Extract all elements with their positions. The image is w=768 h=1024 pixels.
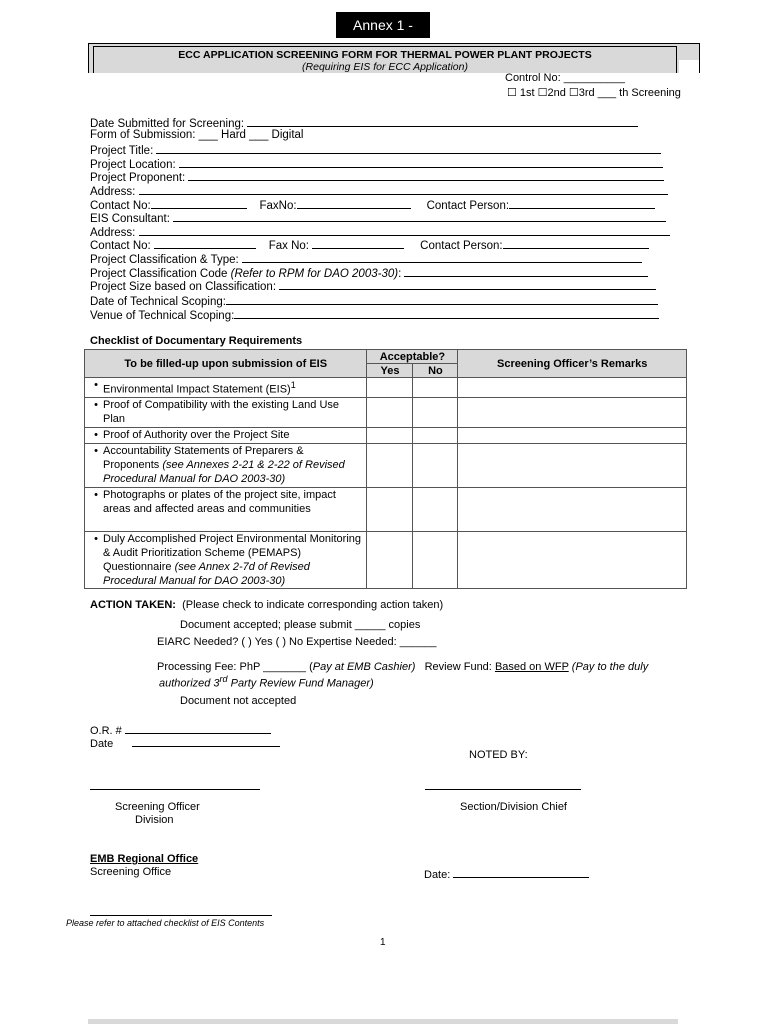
action-taken: ACTION TAKEN: (Please check to indicate corresponding action taken) (90, 599, 444, 611)
annex-label: Annex 1 - (336, 12, 430, 38)
field-project-proponent: Project Proponent: (90, 170, 664, 184)
no-cell[interactable] (413, 487, 458, 531)
field-form-of-submission: Form of Submission: ___ Hard ___ Digital (90, 129, 304, 141)
remarks-cell[interactable] (458, 427, 687, 443)
field-project-size: Project Size based on Classification: (90, 279, 656, 293)
item-text: Accountability Statements of Preparers & Proponents (103, 444, 304, 471)
yes-cell[interactable] (367, 378, 413, 398)
yes-cell[interactable] (367, 427, 413, 443)
table-row: • Duly Accomplished Project Environmental Monitoring & Audit Prioritization Scheme (PEMAPS) Questionnaire (see Annex 2-7d of Revised Procedural Manual for DAO 2003-30) (85, 531, 687, 588)
table-row: • Photographs or plates of the project site, impact areas and affected areas and communities (85, 487, 687, 531)
checklist-table (84, 349, 687, 589)
section-chief: Section/Division Chief (460, 801, 567, 813)
field-classification-type: Project Classification & Type: (90, 252, 642, 266)
authorized-manager: authorized 3rd Party Review Fund Manager) (159, 674, 374, 690)
col-no: No (413, 364, 458, 378)
table-row: • Proof of Authority over the Project Site (85, 427, 687, 443)
field-contact-row-1: Contact No: FaxNo: Contact Person: (90, 198, 655, 212)
form-subtitle: (Requiring EIS for ECC Application) (302, 61, 468, 73)
item-text: Environmental Impact Statement (EIS) (103, 383, 291, 396)
field-address-1: Address: (90, 184, 668, 198)
noted-by: NOTED BY: (469, 749, 528, 761)
yes-cell[interactable] (367, 487, 413, 531)
remarks-cell[interactable] (458, 378, 687, 398)
col-remarks: Screening Officer’s Remarks (458, 350, 687, 378)
col-acceptable: Acceptable? (367, 350, 458, 364)
remarks-cell[interactable] (458, 531, 687, 588)
field-date-scoping: Date of Technical Scoping: (90, 294, 658, 308)
eiarc-needed: EIARC Needed? ( ) Yes ( ) No Expertise Needed: ______ (157, 636, 437, 648)
no-cell[interactable] (413, 378, 458, 398)
field-venue-scoping: Venue of Technical Scoping: (90, 308, 659, 322)
screening-round: ☐ 1st ☐2nd ☐3rd ___ th Screening (507, 87, 681, 99)
page-number: 1 (380, 937, 386, 948)
yes-cell[interactable] (367, 443, 413, 487)
item-note: (see Annexes 2-21 & 2-22 of Revised Procedural Manual for DAO 2003-30) (103, 458, 345, 485)
division: Division (135, 814, 174, 826)
processing-fee: Processing Fee: PhP _______ (Pay at EMB Cashier) Review Fund: Based on WFP (Pay to the duly (157, 661, 649, 673)
yes-cell[interactable] (367, 531, 413, 588)
item-text: Proof of Compatibility with the existing Land Use Plan (103, 398, 340, 425)
footnote-divider (90, 915, 272, 916)
item-text: Duly Accomplished Project Environmental Monitoring & Audit Prioritization Scheme (PEMAPS) Questionnaire (103, 532, 362, 573)
document-not-accepted: Document not accepted (180, 695, 297, 707)
table-row: • Accountability Statements of Preparers & Proponents (see Annexes 2-21 & 2-22 of Revised Procedural Manual for DAO 2003-30) (85, 443, 687, 487)
next-page-header-strip (88, 1019, 678, 1024)
yes-cell[interactable] (367, 397, 413, 427)
no-cell[interactable] (413, 397, 458, 427)
field-project-title: Project Title: (90, 143, 661, 157)
remarks-cell[interactable] (458, 487, 687, 531)
or-number: O.R. # (90, 723, 271, 737)
signature-line-chief (425, 789, 581, 790)
no-cell[interactable] (413, 443, 458, 487)
screening-officer: Screening Officer (115, 801, 200, 813)
field-date-submitted: Date Submitted for Screening: (90, 116, 638, 130)
table-row: • Proof of Compatibility with the existing Land Use Plan (85, 397, 687, 427)
item-text: Photographs or plates of the project site, impact areas and affected areas and communities (103, 488, 336, 515)
no-cell[interactable] (413, 427, 458, 443)
checklist-title: Checklist of Documentary Requirements (90, 335, 303, 347)
footnote: Please refer to attached checklist of EIS Contents (66, 918, 265, 928)
signature-line-officer (90, 789, 260, 790)
remarks-cell[interactable] (458, 443, 687, 487)
remarks-cell[interactable] (458, 397, 687, 427)
item-text: Proof of Authority over the Project Site (103, 428, 290, 441)
field-contact-row-2: Contact No: Fax No: Contact Person: (90, 238, 649, 252)
emb-regional-office: EMB Regional Office (90, 853, 199, 865)
field-project-location: Project Location: (90, 157, 663, 171)
form-title: ECC APPLICATION SCREENING FORM FOR THERMAL POWER PLANT PROJECTS (178, 49, 592, 61)
item-note: (see Annex 2-7d of Revised Procedural Manual for DAO 2003-30) (103, 560, 310, 587)
no-cell[interactable] (413, 531, 458, 588)
or-date: Date (90, 736, 280, 750)
form-header (88, 43, 700, 73)
control-no: Control No: __________ (505, 72, 625, 84)
field-classification-code: Project Classification Code (Refer to RPM for DAO 2003-30): (90, 266, 648, 280)
field-eis-consultant: EIS Consultant: (90, 211, 666, 225)
screening-date: Date: (424, 867, 589, 881)
table-row: • Environmental Impact Statement (EIS)$^1$ (85, 378, 687, 398)
field-address-2: Address: (90, 225, 670, 239)
document-accepted: Document accepted; please submit _____ copies (180, 619, 421, 631)
col-yes: Yes (367, 364, 413, 378)
col-requirement: To be filled-up upon submission of EIS (85, 350, 367, 378)
screening-office: Screening Office (90, 866, 172, 878)
